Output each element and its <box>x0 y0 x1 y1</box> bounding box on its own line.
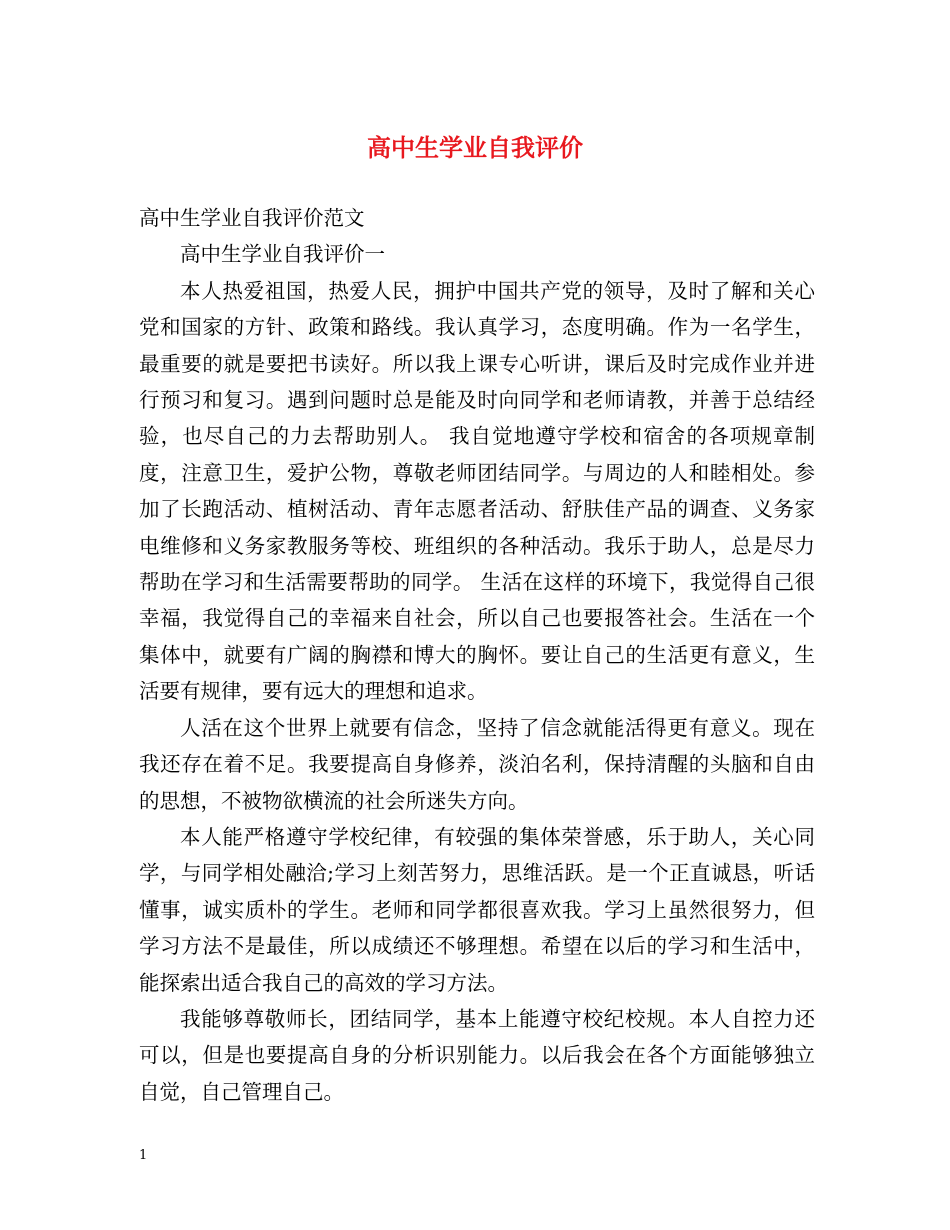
document-body <box>139 200 815 1110</box>
document-title: 高中生学业自我评价 <box>367 133 583 162</box>
paragraph-4: 我能够尊敬师长，团结同学，基本上能遵守校纪校规。本人自控力还可以，但是也要提高自身的分析识别能力。以后我会在各个方面能够独立自觉，自己管理自己。 <box>139 1006 815 1104</box>
section-heading: 高中生学业自我评价一 <box>180 242 385 267</box>
paragraph-1: 本人热爱祖国，热爱人民，拥护中国共产党的领导，及时了解和关心党和国家的方针、政策和路线。我认真学习，态度明确。作为一名学生，最重要的就是要把书读好。所以我上课专心听讲，课后及时完成作业并进行预习和复习。遇到问题时总是能及时向同学和老师请教，并善于总结经验，也尽自己的力去帮助别人。 我自觉地遵守学校和宿舍的各项规章制度，注意卫生，爱护公物，尊敬老师团结同学。与周边的人和睦相处。参加了长跑活动、植树活动、青年志愿者活动、舒肤佳产品的调查、义务家电维修和义务家教服务等校、班组织的各种活动。我乐于助人，总是尽力帮助在学习和生活需要帮助的同学。 生活在这样的环境下，我觉得自己很幸福，我觉得自己的幸福来自社会，所以自己也要报答社会。生活在一个集体中，就要有广阔的胸襟和博大的胸怀。要让自己的生活更有意义，生活要有规律，要有远大的理想和追求。 <box>139 278 815 704</box>
subtitle-line: 高中生学业自我评价范文 <box>139 206 365 230</box>
page-number: 1 <box>139 1148 148 1163</box>
paragraph-3: 本人能严格遵守学校纪律，有较强的集体荣誉感，乐于助人，关心同学，与同学相处融洽;学习上刻苦努力，思维活跃。是一个正直诚恳，听话懂事，诚实质朴的学生。老师和同学都很喜欢我。学习上虽然很努力，但学习方法不是最佳，所以成绩还不够理想。希望在以后的学习和生活中，能探索出适合我自己的高效的学习方法。 <box>139 824 815 995</box>
paragraph-2: 人活在这个世界上就要有信念，坚持了信念就能活得更有意义。现在我还存在着不足。我要提高自身修养，淡泊名利，保持清醒的头脑和自由的思想，不被物欲横流的社会所迷失方向。 <box>139 715 815 813</box>
